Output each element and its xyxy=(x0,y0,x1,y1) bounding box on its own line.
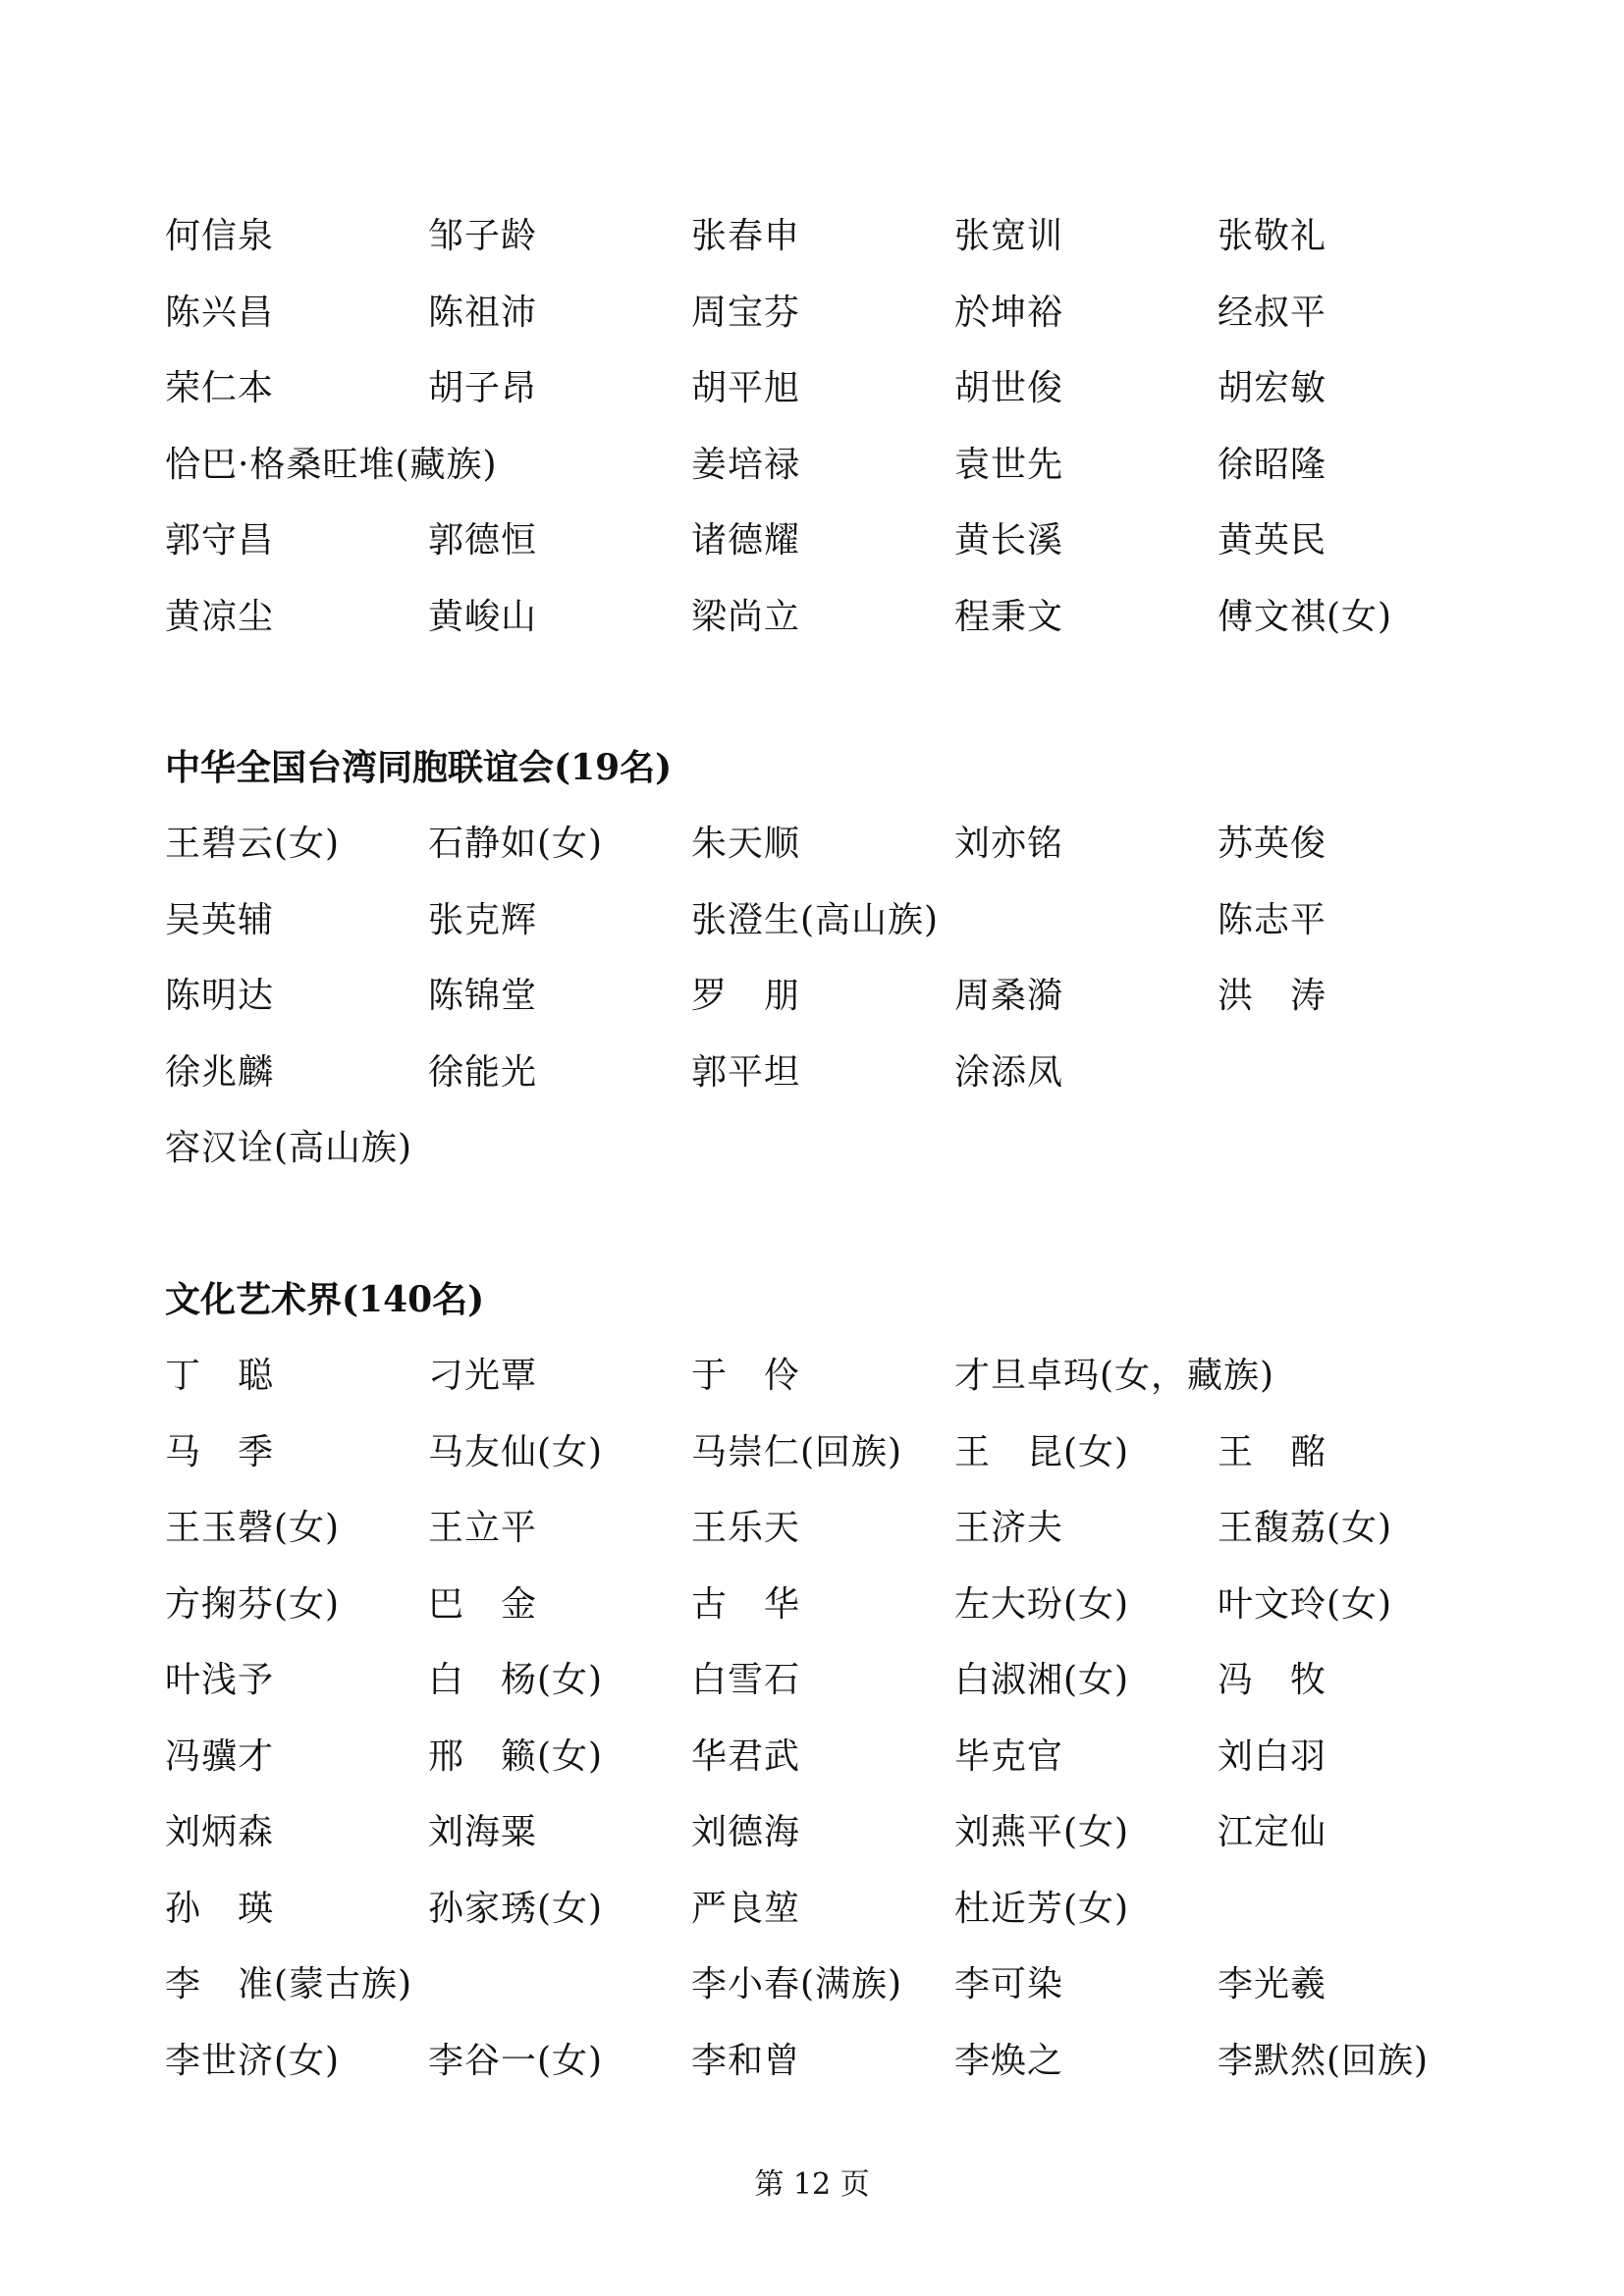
person-name: 洪 涛 xyxy=(1218,976,1327,1016)
person-name: 刘白羽 xyxy=(1218,1735,1327,1777)
person-name: 张敬礼 xyxy=(1218,216,1327,256)
person-name: 黄峻山 xyxy=(428,596,538,637)
person-name: 张宽训 xyxy=(954,216,1064,256)
person-name: 徐兆麟 xyxy=(165,1051,275,1093)
section-heading: 文化艺术界(140名) xyxy=(165,1279,485,1320)
person-name: 丁 聪 xyxy=(165,1356,275,1396)
person-name: 孙 瑛 xyxy=(165,1888,275,1929)
person-name: 李焕之 xyxy=(954,2040,1064,2081)
person-name: 白淑湘(女) xyxy=(954,1660,1130,1700)
name-row xyxy=(165,1642,1481,1719)
name-row xyxy=(165,1947,1481,2023)
person-name: 冯 牧 xyxy=(1218,1660,1327,1700)
person-name: 李 准(蒙古族) xyxy=(165,1964,413,2004)
person-name: 郭德恒 xyxy=(428,520,538,561)
name-row xyxy=(165,350,1481,427)
person-name: 诸德耀 xyxy=(691,520,801,561)
person-name: 江定仙 xyxy=(1218,1812,1327,1852)
person-name: 张克辉 xyxy=(428,899,538,940)
person-name: 古 华 xyxy=(691,1583,801,1625)
person-name: 王立平 xyxy=(428,1508,538,1548)
person-name: 王玉磬(女) xyxy=(165,1508,341,1548)
person-name: 马崇仁(回族) xyxy=(691,1431,903,1472)
person-name: 王 酩 xyxy=(1218,1431,1327,1472)
person-name: 巴 金 xyxy=(428,1583,538,1625)
person-name: 冯骥才 xyxy=(165,1735,275,1777)
person-name: 刘炳森 xyxy=(165,1812,275,1852)
person-name: 白雪石 xyxy=(691,1660,801,1700)
person-name: 黄凉尘 xyxy=(165,596,275,637)
person-name: 荣仁本 xyxy=(165,368,275,408)
name-row xyxy=(165,1794,1481,1871)
person-name: 刘亦铭 xyxy=(954,824,1064,864)
person-name: 於坤裕 xyxy=(954,292,1064,333)
person-name: 经叔平 xyxy=(1218,292,1327,333)
person-name: 邹子龄 xyxy=(428,216,538,256)
person-name: 马 季 xyxy=(165,1431,275,1472)
person-name: 陈兴昌 xyxy=(165,292,275,333)
person-name: 程秉文 xyxy=(954,596,1064,637)
person-name: 王乐天 xyxy=(691,1508,801,1548)
person-name: 李光羲 xyxy=(1218,1964,1327,2004)
person-name: 张春申 xyxy=(691,216,801,256)
person-name: 徐能光 xyxy=(428,1051,538,1093)
person-name: 王济夫 xyxy=(954,1508,1064,1548)
person-name: 于 伶 xyxy=(691,1356,801,1396)
person-name: 朱天顺 xyxy=(691,824,801,864)
name-row xyxy=(165,882,1481,959)
name-list-section-continued xyxy=(165,198,1481,655)
name-row xyxy=(165,1567,1481,1643)
name-row xyxy=(165,579,1481,656)
person-name: 苏英俊 xyxy=(1218,824,1327,864)
person-name: 罗 朋 xyxy=(691,976,801,1016)
person-name: 刘燕平(女) xyxy=(954,1812,1130,1852)
name-row xyxy=(165,1110,1481,1187)
person-name: 何信泉 xyxy=(165,216,275,256)
person-name: 梁尚立 xyxy=(691,596,801,637)
person-name: 黄长溪 xyxy=(954,520,1064,561)
person-name: 黄英民 xyxy=(1218,520,1327,561)
person-name: 孙家琇(女) xyxy=(428,1888,604,1929)
person-name: 刘海粟 xyxy=(428,1812,538,1852)
name-row xyxy=(165,1035,1481,1111)
person-name: 郭平坦 xyxy=(691,1051,801,1093)
person-name: 张澄生(高山族) xyxy=(691,899,940,940)
person-name: 邢 籁(女) xyxy=(428,1735,604,1777)
person-name: 周桑漪 xyxy=(954,976,1064,1016)
name-row xyxy=(165,1719,1481,1795)
person-name: 华君武 xyxy=(691,1735,801,1777)
name-row xyxy=(165,1338,1481,1415)
person-name: 马友仙(女) xyxy=(428,1431,604,1472)
person-name: 王碧云(女) xyxy=(165,824,341,864)
person-name: 李小春(满族) xyxy=(691,1964,903,2004)
name-row xyxy=(165,503,1481,579)
person-name: 刘德海 xyxy=(691,1812,801,1852)
person-name: 叶浅予 xyxy=(165,1660,275,1700)
person-name: 容汉诠(高山族) xyxy=(165,1128,413,1168)
person-name: 毕克官 xyxy=(954,1735,1064,1777)
name-row xyxy=(165,1871,1481,1948)
person-name: 徐昭隆 xyxy=(1218,444,1327,485)
person-name: 胡世俊 xyxy=(954,368,1064,408)
name-row xyxy=(165,427,1481,504)
name-row xyxy=(165,275,1481,351)
person-name: 周宝芬 xyxy=(691,292,801,333)
name-list-section-taiwan-compatriots xyxy=(165,729,1481,1187)
person-name: 胡宏敏 xyxy=(1218,368,1327,408)
person-name: 李谷一(女) xyxy=(428,2040,604,2081)
person-name: 胡子昂 xyxy=(428,368,538,408)
person-name: 陈明达 xyxy=(165,976,275,1016)
person-name: 陈祖沛 xyxy=(428,292,538,333)
person-name: 郭守昌 xyxy=(165,520,275,561)
person-name: 方掬芬(女) xyxy=(165,1583,341,1625)
section-heading: 中华全国台湾同胞联谊会(19名) xyxy=(165,747,673,788)
person-name: 李默然(回族) xyxy=(1218,2040,1430,2081)
page-number: 第 12 页 xyxy=(754,2167,870,2202)
person-name: 陈锦堂 xyxy=(428,976,538,1016)
name-row xyxy=(165,1415,1481,1491)
person-name: 刁光覃 xyxy=(428,1356,538,1396)
name-row xyxy=(165,958,1481,1035)
name-row xyxy=(165,1490,1481,1567)
person-name: 王馥荔(女) xyxy=(1218,1508,1393,1548)
person-name: 王 昆(女) xyxy=(954,1431,1130,1472)
person-name: 李世济(女) xyxy=(165,2040,341,2081)
person-name: 石静如(女) xyxy=(428,824,604,864)
person-name: 才旦卓玛(女，藏族) xyxy=(954,1356,1275,1396)
person-name: 恰巴·格桑旺堆(藏族) xyxy=(165,444,498,485)
name-row xyxy=(165,806,1481,882)
person-name: 李可染 xyxy=(954,1964,1064,2004)
name-row xyxy=(165,2023,1481,2100)
name-row xyxy=(165,198,1481,275)
person-name: 袁世先 xyxy=(954,444,1064,485)
person-name: 杜近芳(女) xyxy=(954,1888,1130,1929)
person-name: 左大玢(女) xyxy=(954,1583,1130,1625)
person-name: 陈志平 xyxy=(1218,899,1327,940)
person-name: 吴英辅 xyxy=(165,899,275,940)
person-name: 姜培禄 xyxy=(691,444,801,485)
person-name: 涂添凤 xyxy=(954,1051,1064,1093)
person-name: 胡平旭 xyxy=(691,368,801,408)
person-name: 白 杨(女) xyxy=(428,1660,604,1700)
name-list-section-culture-arts xyxy=(165,1261,1481,2099)
person-name: 严良堃 xyxy=(691,1888,801,1929)
person-name: 李和曾 xyxy=(691,2040,801,2081)
person-name: 傅文祺(女) xyxy=(1218,596,1393,637)
person-name: 叶文玲(女) xyxy=(1218,1583,1393,1625)
